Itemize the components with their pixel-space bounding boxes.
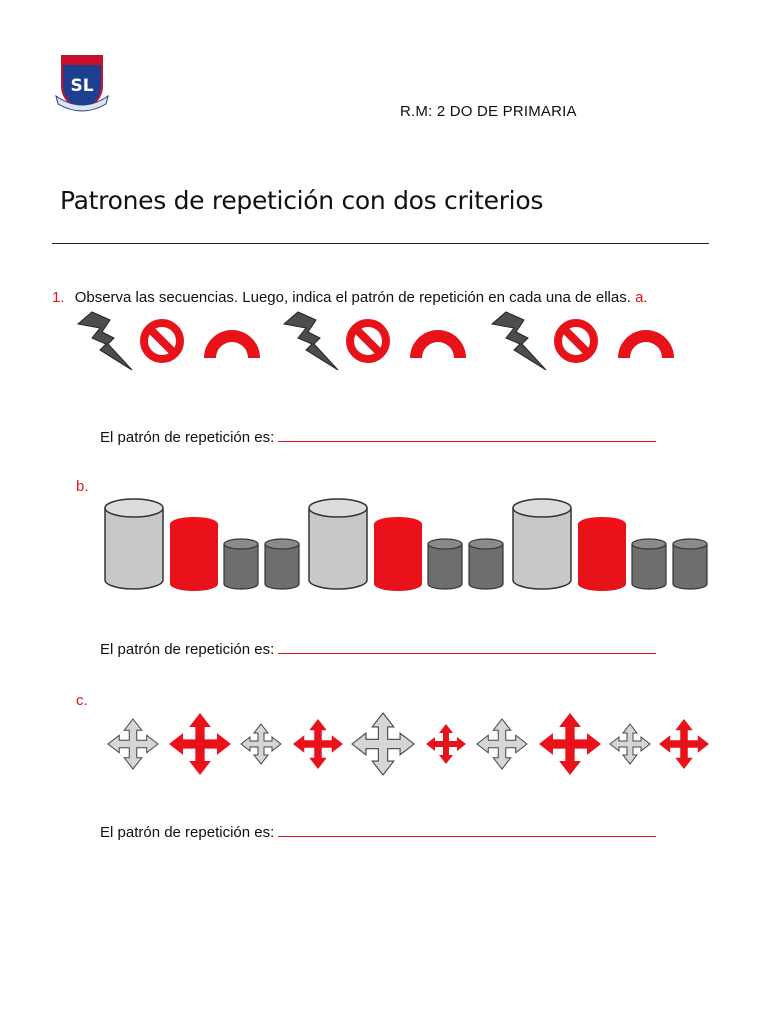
four-arrow-icon — [352, 713, 414, 775]
cylinder-icon — [105, 499, 163, 589]
arch-icon — [618, 330, 674, 358]
answer-line-a[interactable] — [278, 427, 656, 442]
no-symbol-icon — [558, 323, 594, 359]
section-b-label: b. — [76, 478, 89, 495]
answer-prompt: El patrón de repetición es: — [100, 824, 275, 841]
cylinder-icon — [428, 539, 462, 589]
answer-line-c[interactable] — [278, 822, 656, 837]
cylinder-icon — [673, 539, 707, 589]
page-title: Patrones de repetición con dos criterios — [60, 186, 544, 215]
question-1 — [52, 289, 648, 306]
title-divider — [52, 243, 709, 244]
cylinder-icon — [469, 539, 503, 589]
arch-icon — [410, 330, 466, 358]
four-arrow-icon — [610, 724, 650, 764]
sequence-b — [100, 494, 715, 594]
section-a-label: a. — [635, 289, 648, 306]
cylinder-icon — [309, 499, 367, 589]
four-arrow-icon — [539, 713, 601, 775]
arch-icon — [204, 330, 260, 358]
answer-prompt: El patrón de repetición es: — [100, 429, 275, 446]
answer-c — [100, 822, 656, 841]
answer-b — [100, 639, 656, 658]
cylinder-icon — [170, 517, 218, 591]
cylinder-icon — [513, 499, 571, 589]
four-arrow-icon — [293, 719, 343, 769]
lightning-icon — [492, 312, 546, 370]
sequence-a — [70, 308, 710, 378]
answer-prompt: El patrón de repetición es: — [100, 641, 275, 658]
cylinder-icon — [265, 539, 299, 589]
question-number: 1. — [52, 289, 65, 306]
question-text: Observa las secuencias. Luego, indica el patrón de repetición en cada una de ellas. — [74, 289, 631, 306]
answer-line-b[interactable] — [278, 639, 656, 654]
logo-letters: SL — [70, 76, 94, 96]
four-arrow-icon — [169, 713, 231, 775]
cylinder-icon — [578, 517, 626, 591]
cylinder-icon — [632, 539, 666, 589]
grade-label: R.M: 2 DO DE PRIMARIA — [400, 103, 577, 120]
school-logo — [54, 52, 110, 114]
four-arrow-icon — [426, 724, 466, 764]
four-arrow-icon — [241, 724, 281, 764]
four-arrow-icon — [659, 719, 709, 769]
no-symbol-icon — [144, 323, 180, 359]
sequence-c — [100, 706, 715, 781]
answer-a — [100, 427, 656, 446]
four-arrow-icon — [108, 719, 158, 769]
no-symbol-icon — [350, 323, 386, 359]
cylinder-icon — [374, 517, 422, 591]
four-arrow-icon — [477, 719, 527, 769]
lightning-icon — [284, 312, 338, 370]
lightning-icon — [78, 312, 132, 370]
cylinder-icon — [224, 539, 258, 589]
section-c-label: c. — [76, 692, 88, 709]
